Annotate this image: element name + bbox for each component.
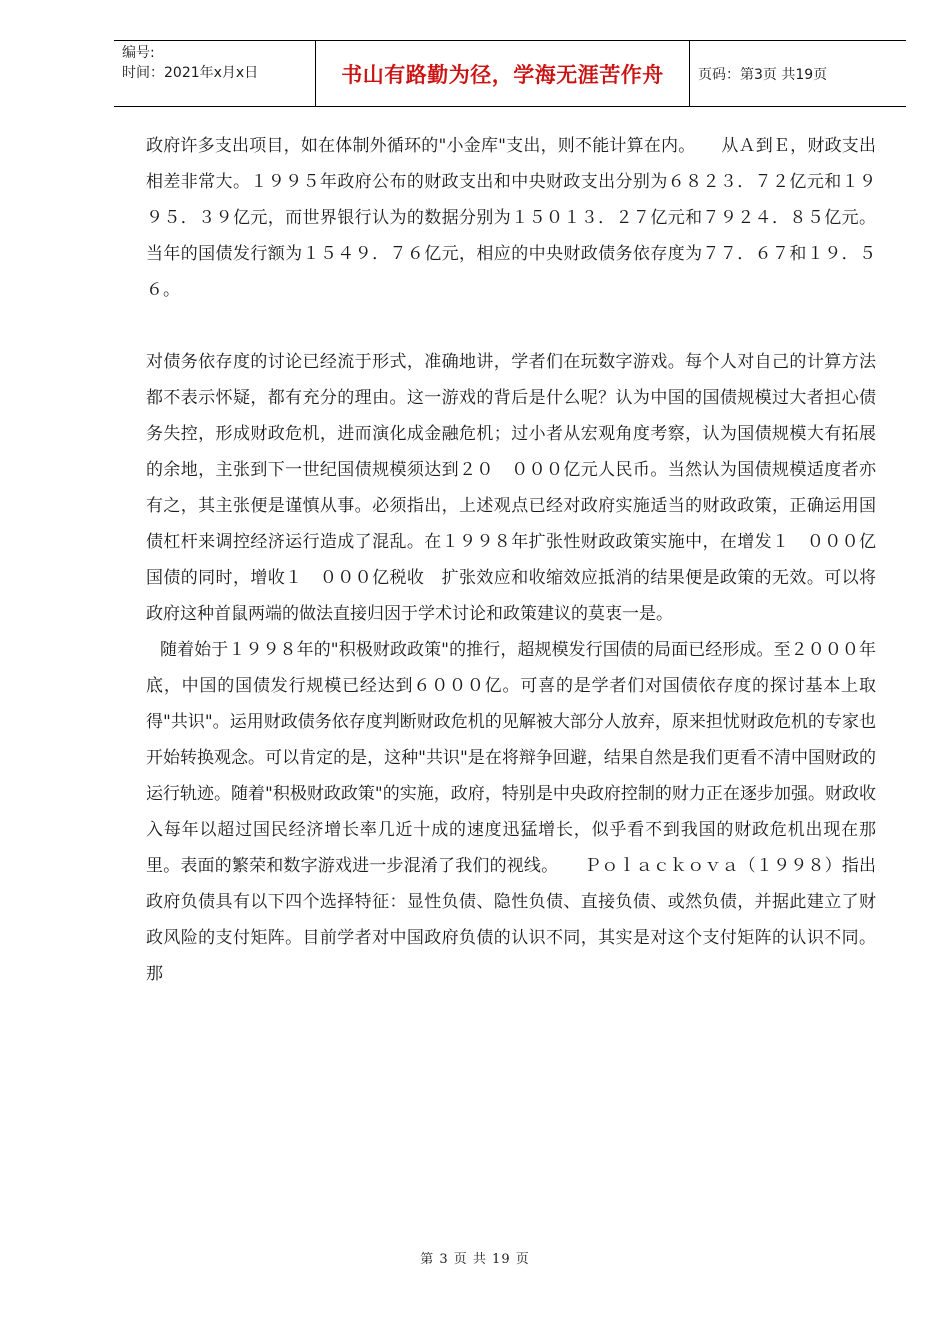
time-label: 时间：2021年x月x日 <box>122 65 259 81</box>
paragraph-2: 对债务依存度的讨论已经流于形式，准确地讲，学者们在玩数字游戏。每个人对自己的计算方法都不表示怀疑，都有充分的理由。这一游戏的背后是什么呢？认为中国的国债规模过大者担心债务失控，形成财政危机，进而演化成金融危机；过小者从宏观角度考察，认为国债规模大有拓展的余地，主张到下一世纪国债规模须达到２０ ０００亿元人民币。当然认为国债规模适度者亦有之，其主张便是谨慎从事。必须指出，上述观点已经对政府实施适当的财政政策，正确运用国债杠杆来调控经济运行造成了混乱。在１９９８年扩张性财政政策实施中，在增发１ ０００亿国债的同时，增收１ ０００亿税收 扩张效应和收缩效应抵消的结果便是政策的无效。可以将政府这种首鼠两端的做法直接归因于学术讨论和政策建议的莫衷一是。 <box>146 352 876 624</box>
page-header <box>114 40 906 107</box>
paragraph-3: 随着始于１９９８年的"积极财政政策"的推行，超规模发行国债的局面已经形成。至２０００年底，中国的国债发行规模已经达到６０００亿。可喜的是学者们对国债依存度的探讨基本上取得"共识"。运用财政债务依存度判断财政危机的见解被大部分人放弃，原来担忧财政危机的专家也开始转换观念。可以肯定的是，这种"共识"是在将辩争回避，结果自然是我们更看不清中国财政的运行轨迹。随着"积极财政政策"的实施，政府，特别是中央政府控制的财力正在逐步加强。财政收入每年以超过国民经济增长率几近十成的速度迅猛增长，似乎看不到我国的财政危机出现在那里。表面的繁荣和数字游戏进一步混淆了我们的视线。 Ｐｏｌａｃｋｏｖａ（１９９８）指出政府负债具有以下四个选择特征：显性负债、隐性负债、直接负债、或然负债，并据此建立了财政风险的支付矩阵。目前学者对中国政府负债的认识不同，其实是对这个支付矩阵的认识不同。那 <box>146 640 876 984</box>
header-meta <box>114 41 316 106</box>
header-page-info: 页码：第3页 共19页 <box>698 66 828 83</box>
header-motto: 书山有路勤为径，学海无涯苦作舟 <box>316 41 690 106</box>
number-label: 编号: <box>122 45 155 61</box>
page-footer: 第 3 页 共 19 页 <box>420 1252 530 1267</box>
paragraph-1: 政府许多支出项目，如在体制外循环的"小金库"支出，则不能计算在内。 从Ａ到Ｅ，财政支出相差非常大。１９９５年政府公布的财政支出和中央财政支出分别为６８２３．７２亿元和１９９５．３９亿元，而世界银行认为的数据分别为１５０１３．２７亿元和７９２４．８５亿元。当年的国债发行额为１５４９．７６亿元，相应的中央财政债务依存度为７７．６７和１９．５６。 <box>146 136 876 300</box>
document-body <box>146 128 876 992</box>
